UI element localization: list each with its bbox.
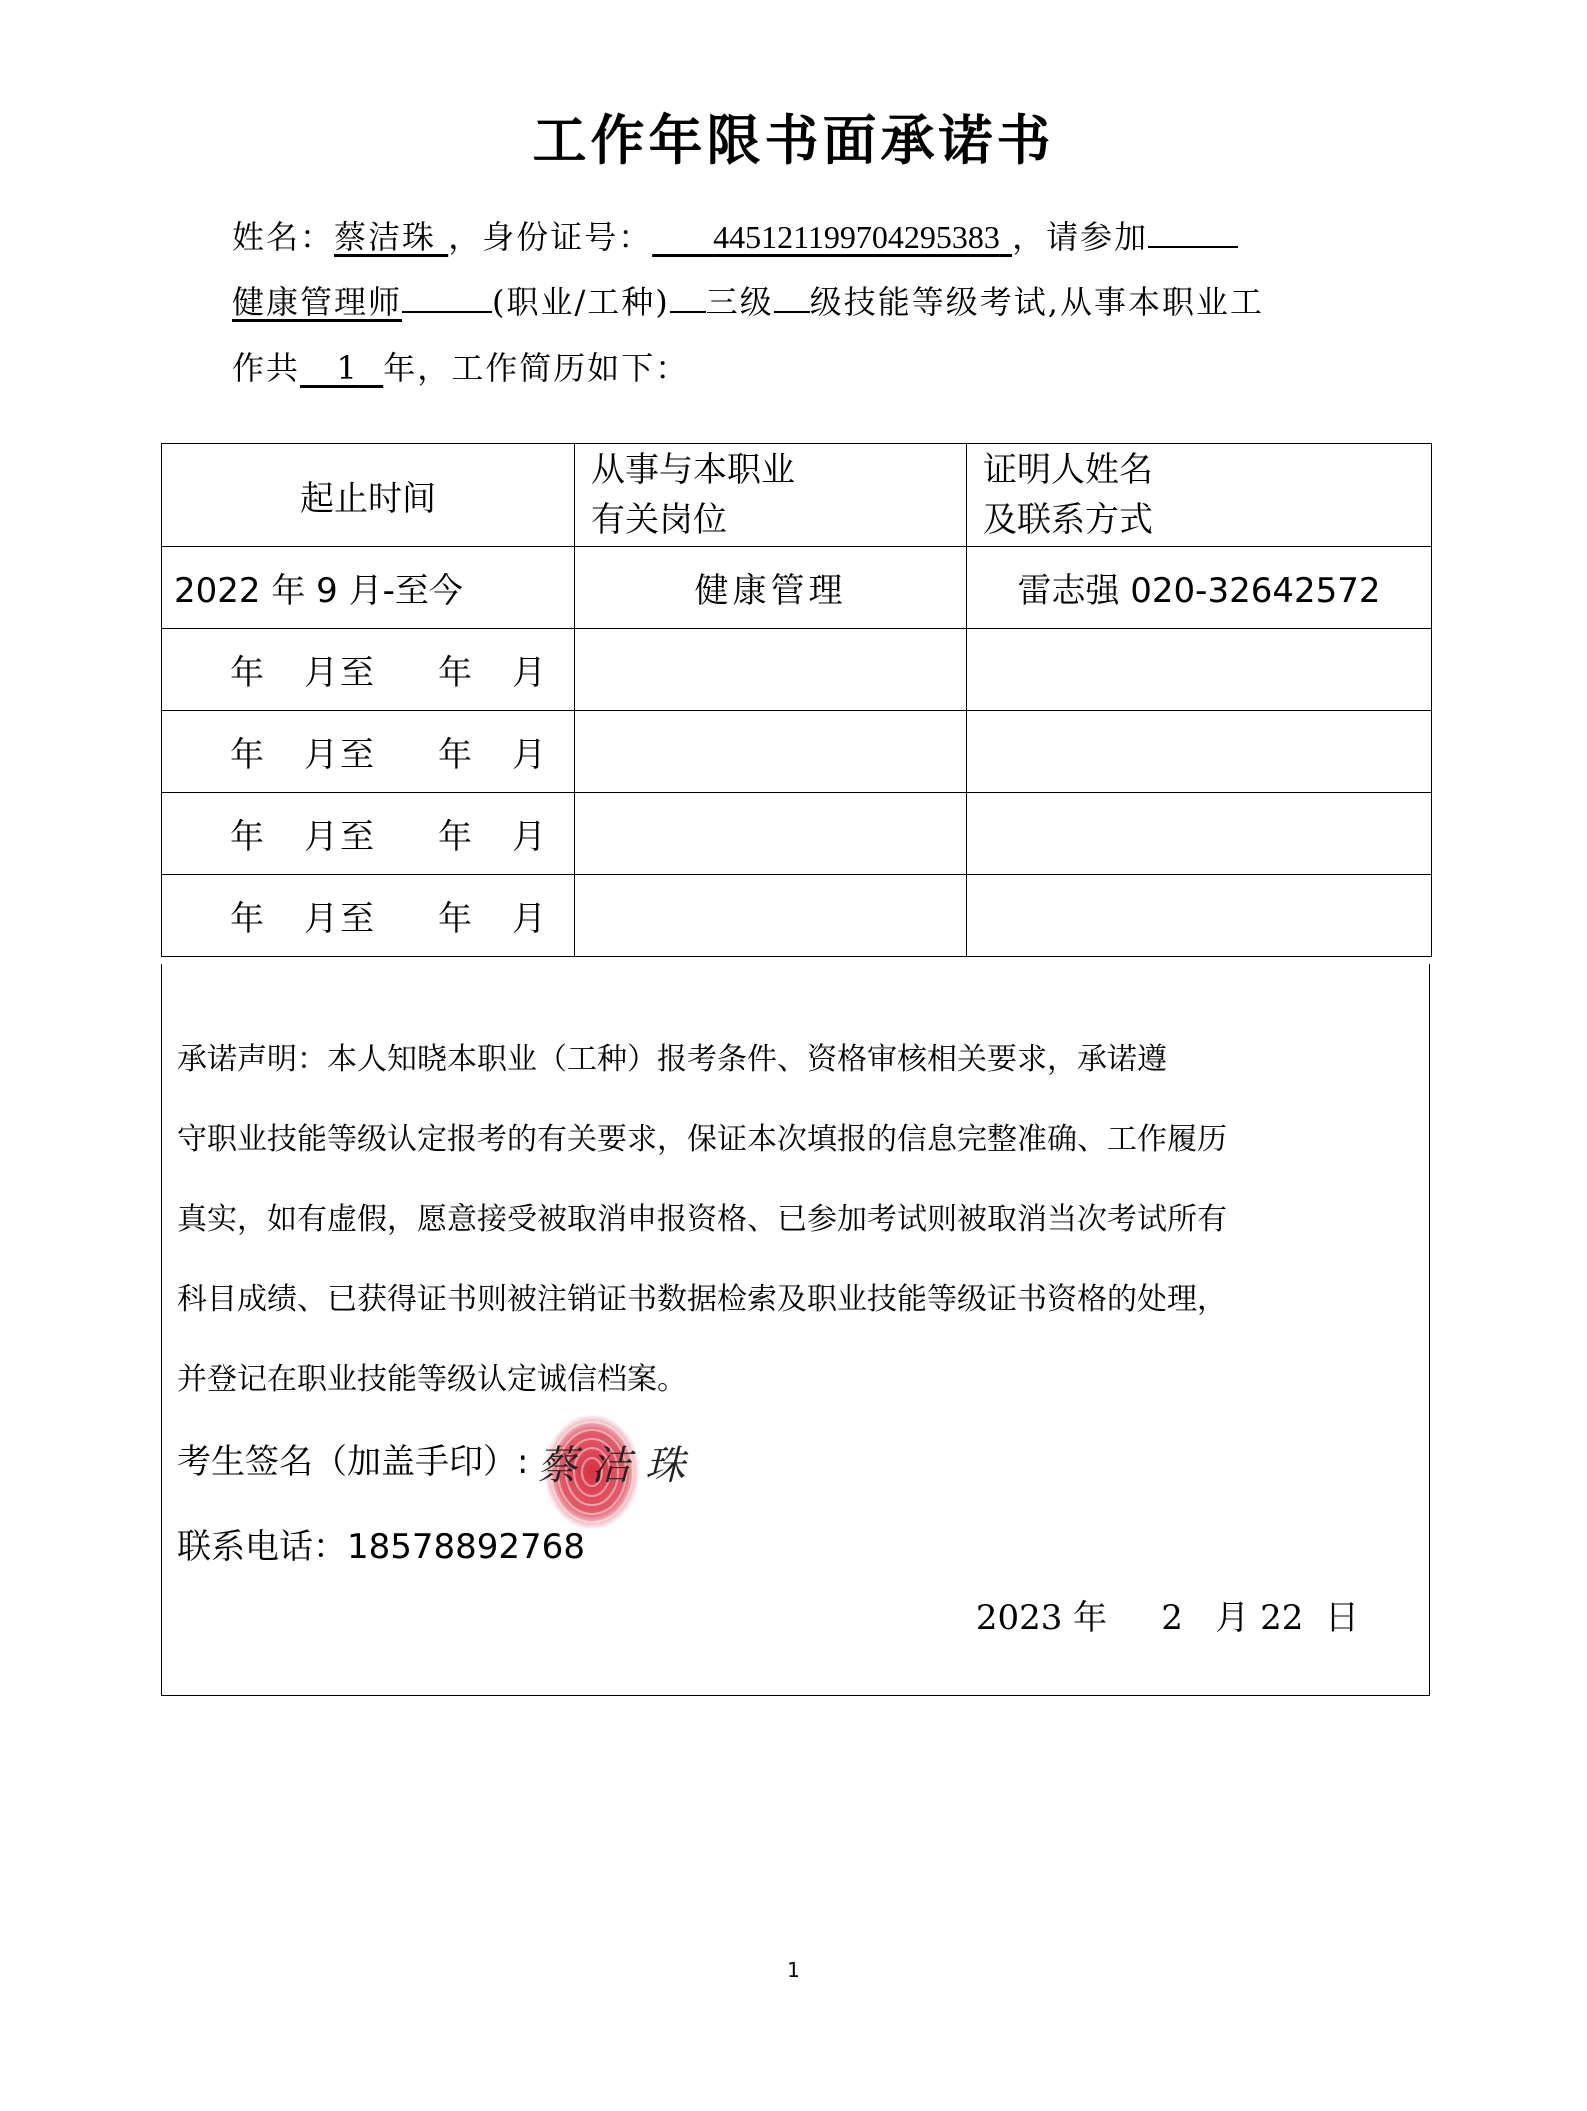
name-value: 蔡洁珠 — [334, 218, 437, 256]
id-value — [652, 218, 1012, 256]
intro-line-2 — [232, 277, 1347, 323]
table-row — [162, 547, 1432, 629]
reference-cell — [967, 629, 1432, 711]
participate-label: ，请参加 — [1012, 218, 1149, 256]
occupation-blank — [402, 281, 492, 313]
header-period: 起止时间 — [162, 444, 575, 547]
period-cell: 年 月至 年 月 — [162, 875, 575, 957]
position-cell — [575, 629, 967, 711]
period-cell: 年 月至 年 月 — [162, 711, 575, 793]
intro-line-3 — [232, 343, 1347, 389]
page-number: 1 — [787, 1958, 800, 1982]
phone-line — [177, 1519, 585, 1568]
table-header-row — [162, 444, 1432, 547]
position-cell — [575, 875, 967, 957]
date-day-unit: 日 — [1325, 1598, 1359, 1638]
pledge-line-4: 科目成绩、已获得证书则被注销证书数据检索及职业技能等级证书资格的处理， — [177, 1282, 1227, 1317]
reference-cell — [967, 711, 1432, 793]
table-row — [162, 793, 1432, 875]
signature: 蔡洁珠 — [537, 1443, 699, 1489]
date-year: 2023 — [975, 1598, 1063, 1638]
header-position: 从事与本职业 有关岗位 — [575, 444, 967, 547]
pledge-line-2: 守职业技能等级认定报考的有关要求，保证本次填报的信息完整准确、工作履历 — [177, 1122, 1227, 1157]
signature-label: 考生签名（加盖手印）: — [177, 1442, 529, 1482]
pledge-section — [161, 964, 1430, 1696]
reference-cell: 雷志强 020-32642572 — [967, 547, 1432, 629]
occupation-suffix: (职业/工种) — [492, 283, 670, 321]
id-label: ，身份证号： — [448, 218, 653, 256]
table-row — [162, 711, 1432, 793]
level-value: 三级 — [705, 283, 774, 321]
intro-line-1 — [232, 212, 1347, 258]
date-line — [976, 1590, 1359, 1639]
position-cell — [575, 711, 967, 793]
period-cell: 年 月至 年 月 — [162, 629, 575, 711]
date-day: 22 — [1260, 1598, 1304, 1638]
date-year-unit: 年 — [1073, 1598, 1108, 1638]
period-cell: 年 月至 年 月 — [162, 793, 575, 875]
id-number: 445121199704295383 — [713, 219, 1000, 255]
header-reference: 证明人姓名 及联系方式 — [967, 444, 1432, 547]
document-title: 工作年限书面承诺书 — [532, 109, 1055, 172]
work-history-table — [161, 443, 1432, 957]
name-label: 姓名： — [232, 218, 335, 256]
phone-label: 联系电话： — [177, 1527, 347, 1567]
table-row — [162, 629, 1432, 711]
work-prefix: 作共 — [232, 349, 301, 387]
work-suffix: 年，工作简历如下： — [383, 349, 690, 387]
occupation-value: 健康管理师 — [232, 283, 403, 321]
pledge-line-3: 真实，如有虚假，愿意接受被取消申报资格、已参加考试则被取消当次考试所有 — [177, 1202, 1227, 1237]
pledge-line-1: 承诺声明：本人知晓本职业（工种）报考条件、资格审核相关要求，承诺遵 — [177, 1042, 1167, 1077]
table-row — [162, 875, 1432, 957]
date-month-unit: 月 — [1215, 1598, 1250, 1638]
pledge-line-5: 并登记在职业技能等级认定诚信档案。 — [177, 1362, 687, 1397]
years-value: 1 — [336, 349, 359, 387]
participate-blank — [1148, 216, 1238, 248]
period-cell: 2022 年 9 月-至今 — [162, 547, 575, 629]
position-cell: 健康管理 — [575, 547, 967, 629]
date-month: 2 — [1161, 1598, 1183, 1638]
reference-cell — [967, 875, 1432, 957]
level-suffix: 级技能等级考试,从事本职业工 — [809, 283, 1264, 321]
position-cell — [575, 793, 967, 875]
reference-cell — [967, 793, 1432, 875]
phone-value: 18578892768 — [347, 1527, 585, 1567]
